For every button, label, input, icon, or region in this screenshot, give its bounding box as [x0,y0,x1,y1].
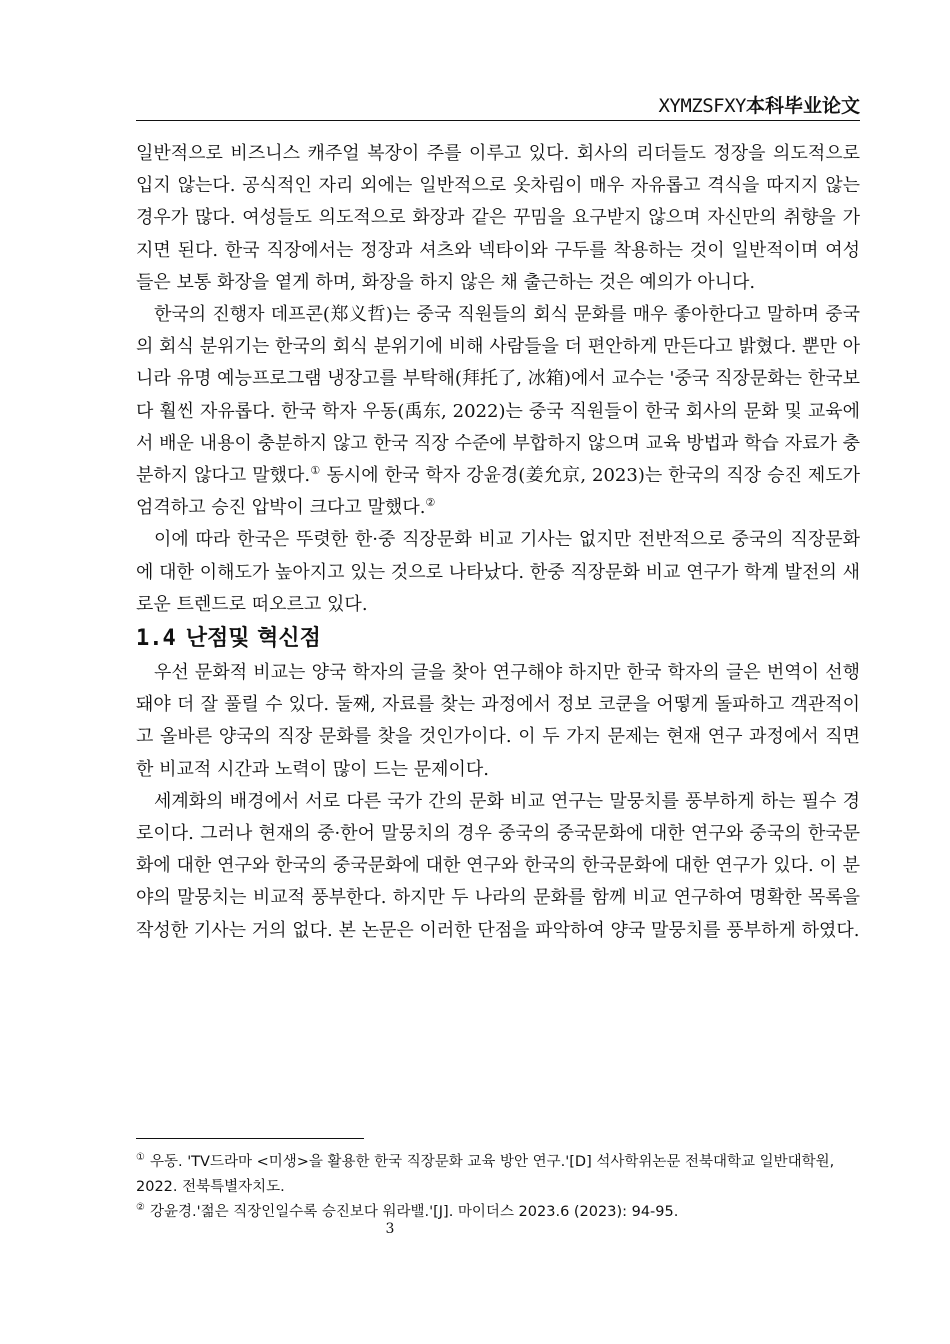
paragraph-3: 이에 따라 한국은 뚜렷한 한·중 직장문화 비교 기사는 없지만 전반적으로 중국의 직장문화에 대한 이해도가 높아지고 있는 것으로 나타났다. 한중 직장문화 비교 연구가 학계 발전의 새로운 트렌드로 떠오르고 있다. [136,529,860,615]
paragraph-2-text: 한국의 진행자 데프콘(郑义哲)는 중국 직원들의 회식 문화를 매우 좋아한다고 말하며 중국의 회식 분위기는 한국의 회식 분위기에 비해 사람들을 더 편안하게 만든다고 밝혔다. 뿐만 아니라 유명 예능프로그램 냉장고를 부탁해(拜托了, 冰箱)에서 교수는 '중국 직장문화는 한국보다 훨씬 자유롭다. 한국 학자 우동(禹东, 2022)는 중국 직원들이 한국 회사의 문화 및 교육에서 배운 내용이 충분하지 않고 한국 직장 수준에 부합하지 않으며 교육 방법과 학습 자료가 충분하지 않다고 말했다. [136,304,860,487]
paragraph-4: 우선 문화적 비교는 양국 학자의 글을 찾아 연구해야 하지만 한국 학자의 글은 번역이 선행돼야 더 잘 풀릴 수 있다. 둘째, 자료를 찾는 과정에서 정보 코쿤을 어떻게 돌파하고 객관적이고 올바른 양국의 직장 문화를 찾을 것인가이다. 이 두 가지 문제는 현재 연구 과정에서 직면한 비교적 시간과 노력이 많이 드는 문제이다. [136,662,860,780]
section-title: 난점및 혁신점 [185,626,321,652]
body-text [136,138,860,947]
paragraph-2 [136,299,860,524]
footnotes [136,1150,860,1225]
section-heading [136,621,860,657]
page-number: 3 [385,1221,395,1237]
paragraph-1: 일반적으로 비즈니스 캐주얼 복장이 주를 이루고 있다. 회사의 리더들도 정장을 의도적으로 입지 않는다. 공식적인 자리 외에는 일반적으로 옷차림이 매우 자유롭고 격식을 따지지 않는 경우가 많다. 여성들도 의도적으로 화장과 같은 꾸밈을 요구받지 않으며 자신만의 취향을 가지면 된다. 한국 직장에서는 정장과 셔츠와 넥타이와 구두를 착용하는 것이 일반적이며 여성들은 보통 화장을 옅게 하며, 화장을 하지 않은 채 출근하는 것은 예의가 아니다. [136,143,860,293]
footnote-ref-1[interactable]: ① [310,464,321,478]
footnote-1 [136,1150,860,1200]
header-rule [136,120,860,121]
paragraph-2-text-cont: 동시에 한국 학자 강윤경(姜允京, 2023)는 한국의 직장 승진 제도가 엄격하고 승진 압박이 크다고 말했다. [136,465,860,519]
footnote-text: 우동. 'TV드라마 <미생>을 활용한 한국 직장문화 교육 방안 연구.'[D] 석사학위논문 전북대학교 일반대학원, 2022. 전북특별자치도. [136,1154,835,1195]
paragraph-5: 세계화의 배경에서 서로 다른 국가 간의 문화 비교 연구는 말뭉치를 풍부하게 하는 필수 경로이다. 그러나 현재의 중·한어 말뭉치의 경우 중국의 중국문화에 대한 연구와 중국의 한국문화에 대한 연구와 한국의 중국문화에 대한 연구와 한국의 한국문화에 대한 연구가 있다. 이 분야의 말뭉치는 비교적 풍부한다. 하지만 두 나라의 문화를 함께 비교 연구하여 명확한 목록을 작성한 기사는 거의 없다. 본 논문은 이러한 단점을 파악하여 양국 말뭉치를 풍부하게 하였다. [136,790,860,941]
footnote-mark: ② [136,1202,145,1214]
running-header [136,92,860,119]
footnote-mark: ① [136,1152,145,1164]
section-number: 1.4 [136,626,176,652]
header-label: 本科毕业论文 [745,95,860,117]
footnote-ref-2[interactable]: ② [425,496,436,510]
footnote-text: 강윤경.'젊은 직장인일수록 승진보다 워라밸.'[J]. 마이더스 2023.6 (2023): 94-95. [149,1204,679,1220]
footnote-rule [136,1138,364,1139]
header-code: XYMZSFXY [658,95,746,117]
